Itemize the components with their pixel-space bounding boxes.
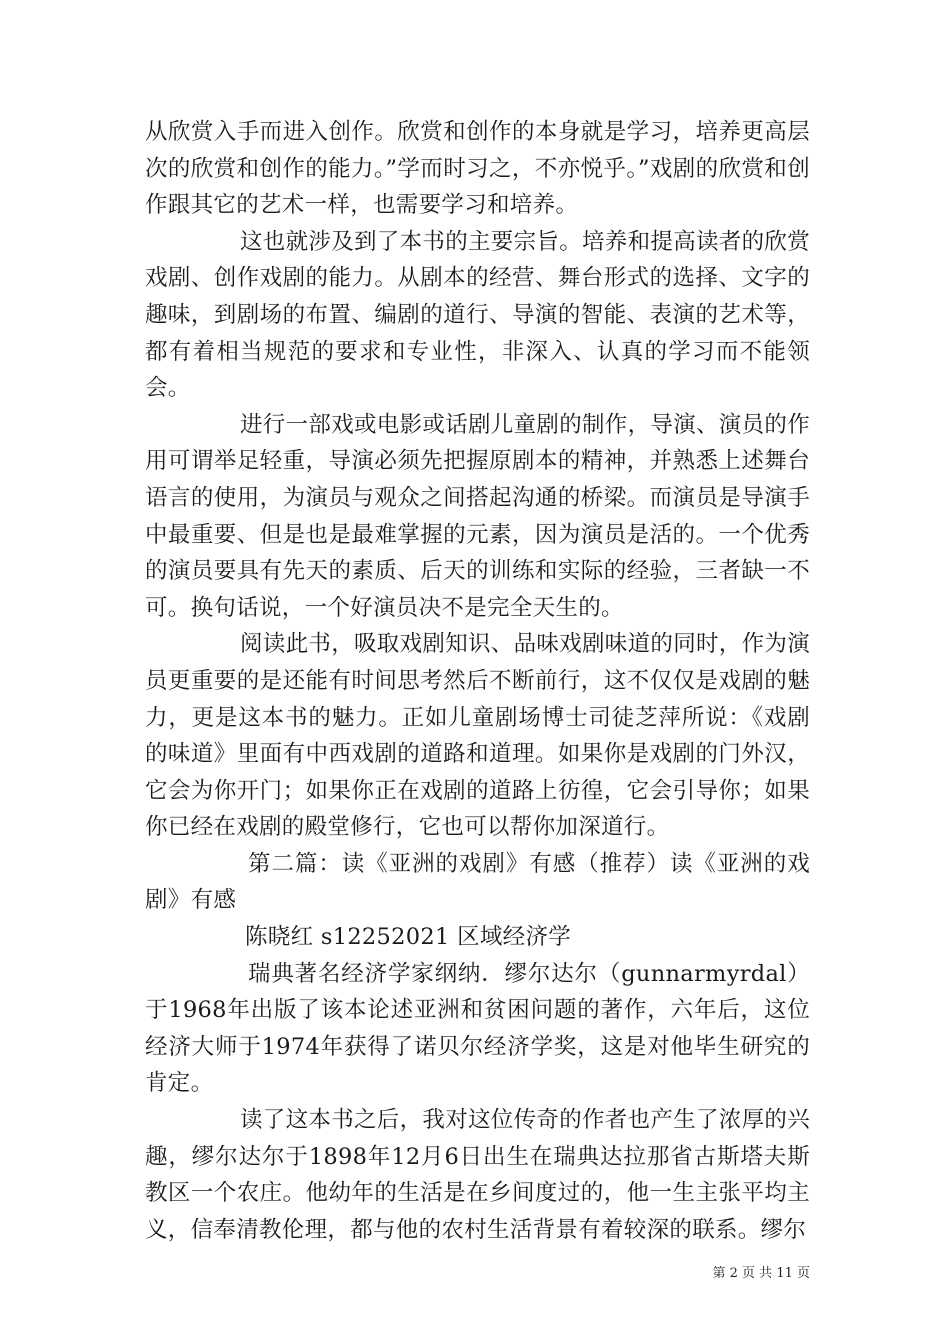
paragraph-book-purpose: 这也就涉及到了本书的主要宗旨。培养和提高读者的欣赏戏剧、创作戏剧的能力。从剧本的经营、舞台形式的选择、文字的趣味，到剧场的布置、编剧的道行、导演的智能、表演的艺术等，都有着相当规范的要求和专业性，非深入、认真的学习而不能领会。 [145, 228, 811, 402]
author-line: 陈晓红 s12252021 区域经济学 [245, 924, 572, 951]
paragraph-director-actor: 进行一部戏或电影或话剧儿童剧的制作，导演、演员的作用可谓举足轻重，导演必须先把握原剧本的精神，并熟悉上述舞台语言的使用，为演员与观众之间搭起沟通的桥梁。而演员是导演手中最重要、但是也是最难掌握的元素，因为演员是活的。一个优秀的演员要具有先天的素质、后天的训练和实际的经验，三者缺一不可。换句话说，一个好演员决不是完全天生的。 [145, 411, 811, 621]
page-number-footer: 第 2 页 共 11 页 [712, 1266, 810, 1281]
paragraph-continuation: 从欣赏入手而进入创作。欣赏和创作的本身就是学习，培养更高层次的欣赏和创作的能力。”学而时习之，不亦悦乎。”戏剧的欣赏和创作跟其它的艺术一样，也需要学习和培养。 [145, 119, 810, 219]
paragraph-reading-book: 阅读此书，吸取戏剧知识、品味戏剧味道的同时，作为演员更重要的是还能有时间思考然后不断前行，这不仅仅是戏剧的魅力，更是这本书的魅力。正如儿童剧场博士司徒芝萍所说：《戏剧的味道》里面有中西戏剧的道路和道理。如果你是戏剧的门外汉，它会为你开门；如果你正在戏剧的道路上彷徨，它会引导你；如果你已经在戏剧的殿堂修行，它也可以帮你加深道行。 [145, 631, 811, 841]
paragraph-myrdal-intro: 瑞典著名经济学家纲纳．缪尔达尔（gunnarmyrdal）于1968年出版了该本论述亚洲和贫困问题的著作，六年后，这位经济大师于1974年获得了诺贝尔经济学奖，这是对他毕生研究的肯定。 [145, 960, 810, 1097]
section-heading: 第二篇：读《亚洲的戏剧》有感（推荐）读《亚洲的戏剧》有感 [145, 850, 810, 914]
paragraph-myrdal-bio: 读了这本书之后，我对这位传奇的作者也产生了浓厚的兴趣，缪尔达尔于1898年12月6日出生在瑞典达拉那省古斯塔夫斯教区一个农庄。他幼年的生活是在乡间度过的，他一生主张平均主义，信奉清教伦理，都与他的农村生活背景有着较深的联系。缪尔 [145, 1107, 811, 1243]
document-body [145, 114, 810, 1248]
